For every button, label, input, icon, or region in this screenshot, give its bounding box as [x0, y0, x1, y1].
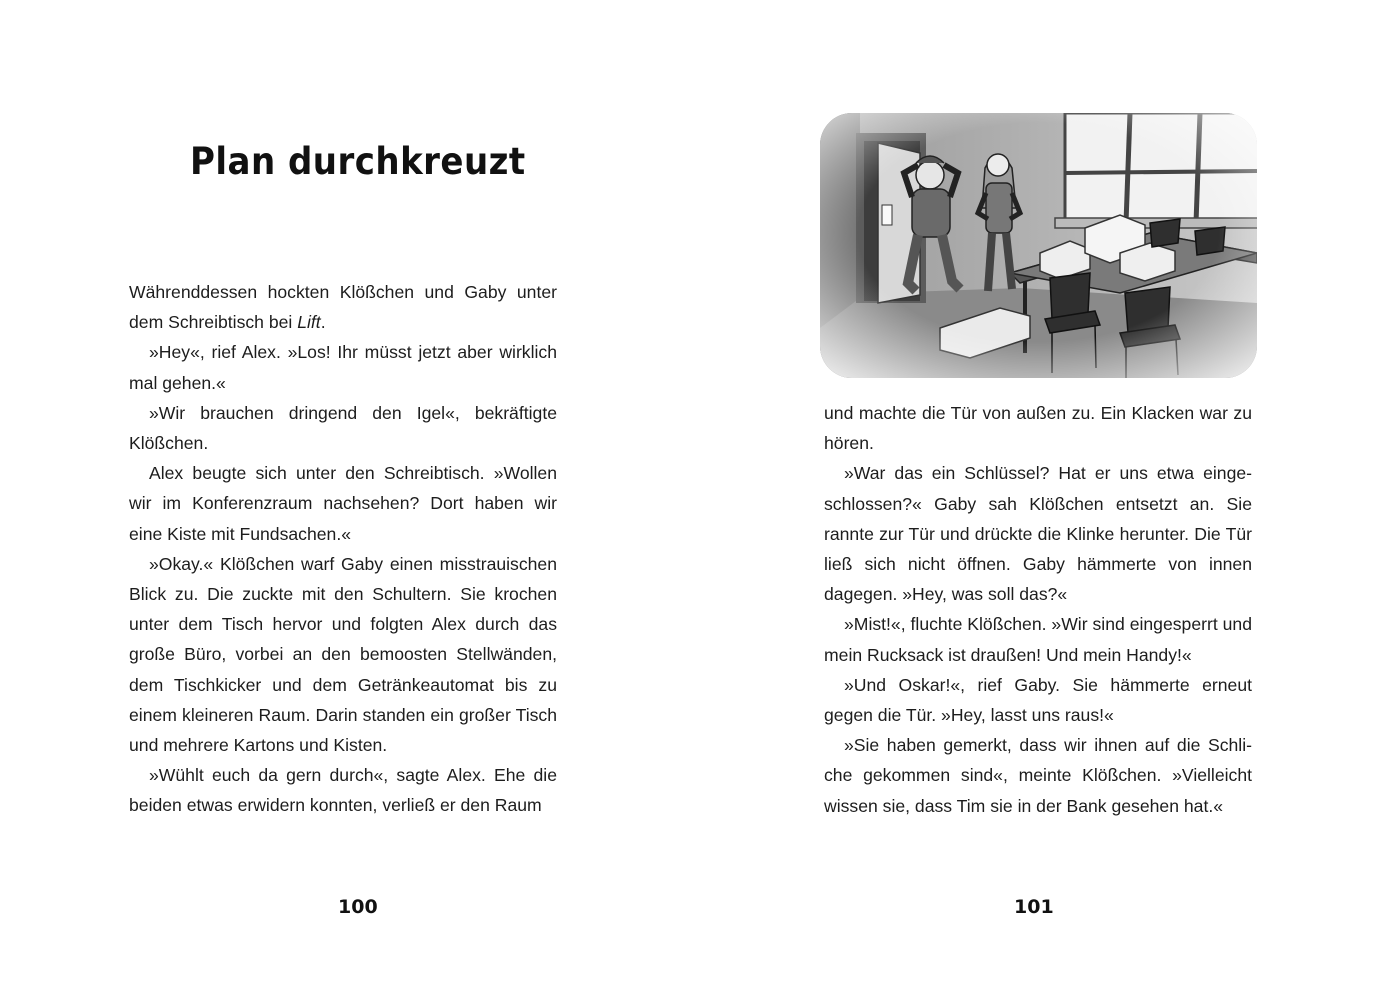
- paragraph: und machte die Tür von außen zu. Ein Klacken war zu hören.: [824, 403, 1252, 454]
- paragraph: »Okay.« Klößchen warf Gaby einen misstrauischen Blick zu. Die zuckte mit den Schultern. Sie krochen unter dem Tisch hervor und folgten Alex durch das große Büro, vorbei an den bemoosten Stellwänden, dem Tischkicker und dem Getränkeautomat bis zu einem kleineren Raum. Darin standen ein großer Tisch und mehrere Kartons und Kisten.: [129, 553, 557, 756]
- paragraph: Alex beugte sich unter den Schreibtisch. »Wollen wir im Konferenzraum nachsehen? Dort haben wir eine Kiste mit Fundsachen.«: [129, 463, 557, 544]
- italic-name: Lift: [297, 312, 321, 333]
- paragraph: »Und Oskar!«, rief Gaby. Sie hämmerte erneut gegen die Tür. »Hey, lasst uns raus!«: [824, 674, 1252, 726]
- right-page: [690, 0, 1380, 1000]
- page-number: 101: [1014, 896, 1054, 918]
- chapter-title: Plan durchkreuzt: [190, 140, 526, 183]
- page-number: 100: [338, 896, 378, 918]
- illustration-office-scene: [820, 113, 1257, 378]
- left-page-text: [129, 277, 557, 821]
- right-page-text: [824, 398, 1252, 821]
- paragraph: »Mist!«, fluchte Klößchen. »Wir sind eingesperrt und mein Rucksack ist draußen! Und mein Handy!«: [824, 614, 1252, 665]
- paragraph: Währenddessen hockten Klößchen und Gaby unter dem Schreibtisch bei Lift.: [129, 282, 557, 333]
- paragraph: »War das ein Schlüssel? Hat er uns etwa einge-schlossen?« Gaby sah Klößchen entsetzt an. Sie rannte zur Tür und drückte die Klinke herunter. Die Tür ließ sich nicht öffnen. Gaby hämmerte von innen dagegen. »Hey, was soll das?«: [824, 463, 1252, 605]
- paragraph: »Sie haben gemerkt, dass wir ihnen auf die Schli-che gekommen sind«, meinte Klößchen. »Vielleicht wissen sie, dass Tim sie in der Bank gesehen hat.«: [824, 735, 1252, 816]
- paragraph: »Hey«, rief Alex. »Los! Ihr müsst jetzt aber wirklich mal gehen.«: [129, 342, 557, 393]
- paragraph: »Wir brauchen dringend den Igel«, bekräftigte Klößchen.: [129, 402, 557, 454]
- paragraph: »Wühlt euch da gern durch«, sagte Alex. Ehe die beiden etwas erwidern konnten, verließ er den Raum: [129, 765, 557, 816]
